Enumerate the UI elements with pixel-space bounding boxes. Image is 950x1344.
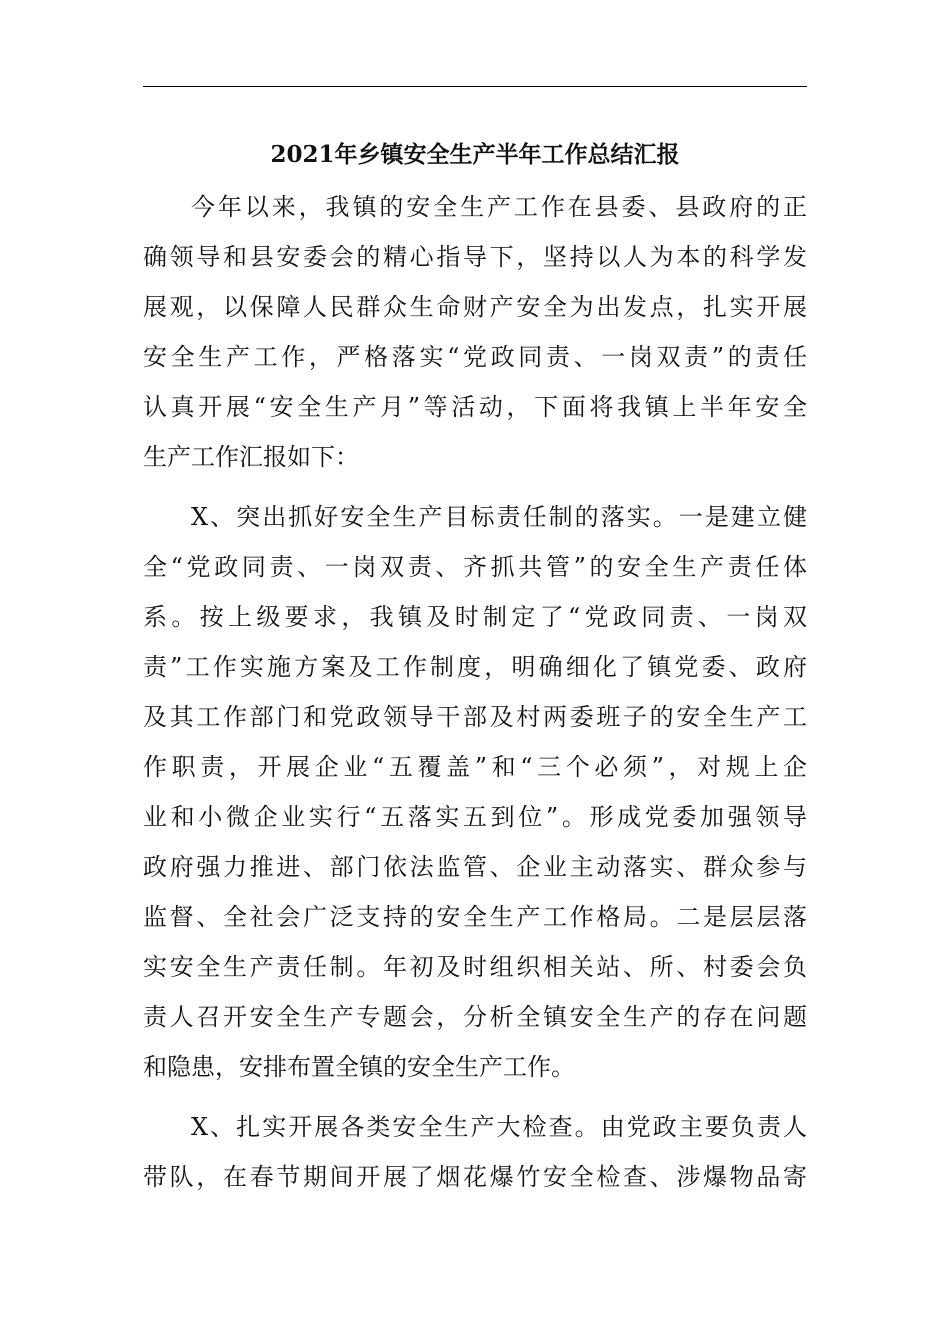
paragraph-gap <box>143 482 807 492</box>
paragraph-line: 业和小微企业实行“五落实五到位”。形成党委加强领导 <box>143 803 807 831</box>
paragraph-line: 及其工作部门和党政领导干部及村两委班子的安全生产工 <box>143 703 807 731</box>
paragraph-line: X、突出抓好安全生产目标责任制的落实。一是建立健 <box>191 503 807 531</box>
paragraph-line: 认真开展“安全生产月”等活动，下面将我镇上半年安全 <box>143 393 807 421</box>
paragraph-intro <box>143 182 807 482</box>
paragraph-line: 责人召开安全生产专题会，分析全镇安全生产的存在问题 <box>143 1003 807 1031</box>
paragraph-line: 展观，以保障人民群众生命财产安全为出发点，扎实开展 <box>143 293 807 321</box>
paragraph-gap <box>143 1092 807 1102</box>
header-rule <box>143 86 807 87</box>
paragraph-line: 全“党政同责、一岗双责、齐抓共管”的安全生产责任体 <box>143 553 807 581</box>
paragraph-line: 生产工作汇报如下： <box>143 443 359 471</box>
paragraph-line: 责”工作实施方案及工作制度，明确细化了镇党委、政府 <box>143 653 807 681</box>
paragraph-line: 带队，在春节期间开展了烟花爆竹安全检查、涉爆物品寄 <box>143 1163 807 1191</box>
paragraph-line: 和隐患，安排布置全镇的安全生产工作。 <box>143 1053 575 1081</box>
paragraph-line: 实安全生产责任制。年初及时组织相关站、所、村委会负 <box>143 953 807 981</box>
paragraph-line: X、扎实开展各类安全生产大检查。由党政主要负责人 <box>191 1113 807 1141</box>
paragraph-section-2 <box>143 1102 807 1202</box>
paragraph-line: 确领导和县安委会的精心指导下，坚持以人为本的科学发 <box>143 243 807 271</box>
paragraph-line: 监督、全社会广泛支持的安全生产工作格局。二是层层落 <box>143 903 807 931</box>
paragraph-line: 安全生产工作，严格落实“党政同责、一岗双责”的责任 <box>143 343 807 371</box>
paragraph-line: 系。按上级要求，我镇及时制定了“党政同责、一岗双 <box>143 603 807 631</box>
paragraph-line: 今年以来，我镇的安全生产工作在县委、县政府的正 <box>191 193 807 221</box>
paragraph-section-1 <box>143 492 807 1092</box>
paragraph-line: 作职责，开展企业“五覆盖”和“三个必须”，对规上企 <box>143 753 807 781</box>
document-title: 2021年乡镇安全生产半年工作总结汇报 <box>270 141 680 168</box>
document-body <box>143 182 807 1202</box>
paragraph-line: 政府强力推进、部门依法监管、企业主动落实、群众参与 <box>143 853 807 881</box>
